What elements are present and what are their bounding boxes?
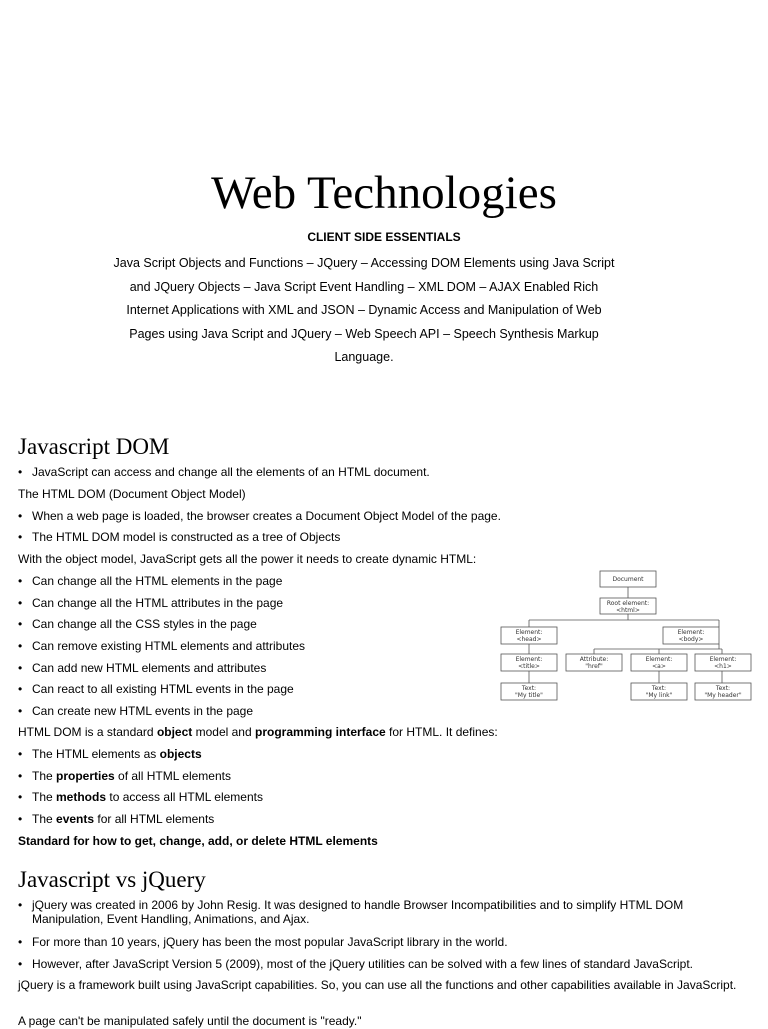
node-label: Root element: — [606, 600, 650, 607]
topics-line: Internet Applications with XML and JSON – Dynamic Access and Manipulation of Web — [126, 303, 602, 317]
text-run: The — [32, 812, 57, 826]
node-label: <html> — [616, 607, 640, 614]
node-text-title — [501, 683, 557, 700]
node-label: Attribute: — [579, 656, 609, 663]
node-label: <title> — [518, 663, 540, 670]
node-label: <h1> — [714, 663, 732, 670]
list-item: • Can change all the CSS styles in the page — [18, 617, 257, 632]
list-item: • The HTML DOM model is constructed as a tree of Objects — [18, 530, 340, 545]
subtitle: CLIENT SIDE ESSENTIALS — [307, 230, 461, 244]
node-label: Text: — [521, 685, 537, 692]
list-item — [18, 747, 202, 762]
node-document — [600, 571, 656, 587]
list-item: • However, after JavaScript Version 5 (2009), most of the jQuery utilities can be solved with a few lines of standard JavaScript. — [18, 957, 737, 971]
list-item — [18, 812, 214, 827]
topics-line: Pages using Java Script and JQuery – Web Speech API – Speech Synthesis Markup — [129, 326, 599, 341]
section-heading-jquery: Javascript vs jQuery — [18, 867, 206, 892]
bold-text: properties — [56, 769, 115, 783]
bold-text: object — [156, 725, 193, 739]
paragraph: A page can't be manipulated safely until the document is "ready." — [18, 1014, 362, 1028]
text-run: to access all HTML elements — [106, 790, 263, 804]
node-title — [501, 654, 557, 671]
text-run: HTML DOM is a standard — [18, 725, 157, 739]
node-label: "href" — [585, 663, 603, 670]
bold-text: programming interface — [255, 725, 386, 739]
text-run: of all HTML elements — [114, 769, 231, 783]
topics-line: and JQuery Objects – Java Script Event Handling – XML DOM – AJAX Enabled Rich — [129, 279, 599, 294]
node-label: Document — [612, 576, 644, 583]
list-item: • For more than 10 years, jQuery has been the most popular JavaScript library in the world. — [18, 935, 508, 950]
node-label: Element: — [515, 629, 543, 636]
list-item: • Can change all the HTML elements in the page — [18, 574, 282, 589]
standard-statement: Standard for how to get, change, add, or delete HTML elements — [18, 834, 378, 848]
text-run: model and — [192, 725, 255, 739]
text-run: The — [32, 790, 57, 804]
node-text-link — [631, 683, 687, 700]
node-label: Text: — [651, 685, 667, 692]
bold-text: objects — [159, 747, 202, 761]
list-item: • Can change all the HTML attributes in the page — [18, 596, 283, 611]
list-item: • Can remove existing HTML elements and attributes — [18, 639, 305, 654]
list-item — [18, 790, 263, 805]
node-label: Element: — [709, 656, 737, 663]
list-item: • JavaScript can access and change all the elements of an HTML document. — [18, 465, 430, 480]
list-item: • When a web page is loaded, the browser creates a Document Object Model of the page. — [18, 509, 501, 524]
text-run: for HTML. It defines: — [385, 725, 498, 739]
node-label: "My title" — [515, 692, 543, 699]
dom-tree-diagram — [498, 568, 754, 704]
node-label: <head> — [516, 636, 542, 643]
bold-text: events — [56, 812, 95, 826]
list-item: • Can react to all existing HTML events in the page — [18, 682, 294, 697]
node-label: <body> — [678, 636, 704, 643]
list-item: • jQuery was created in 2006 by John Resig. It was designed to handle Browser Incompatibilities and to simplify HTML DOM Manipulation, Event Handling, Animations, and Ajax. — [18, 898, 737, 926]
node-root-element — [600, 598, 656, 614]
node-label: Text: — [715, 685, 731, 692]
section-heading-dom: Javascript DOM — [18, 434, 170, 459]
topics-list — [104, 252, 624, 370]
list-item: • Can create new HTML events in the page — [18, 704, 253, 719]
text-run: The HTML elements as — [32, 747, 160, 761]
node-text-header — [695, 683, 751, 700]
paragraph: With the object model, JavaScript gets all the power it needs to create dynamic HTML: — [18, 552, 477, 566]
paragraph: jQuery is a framework built using JavaScript capabilities. So, you can use all the functions and other capabilities available in JavaScript. — [18, 978, 737, 992]
text-run: The — [32, 769, 57, 783]
node-label: Element: — [677, 629, 705, 636]
text-run: for all HTML elements — [94, 812, 215, 826]
node-a — [631, 654, 687, 671]
definition-paragraph — [18, 725, 498, 740]
list-item — [18, 769, 231, 784]
list-item: • Can add new HTML elements and attributes — [18, 661, 266, 676]
node-label: Element: — [515, 656, 543, 663]
node-label: "My link" — [645, 692, 673, 699]
topics-line: Language. — [334, 350, 394, 364]
node-label: "My header" — [704, 692, 742, 699]
node-head — [501, 627, 557, 644]
node-body — [663, 627, 719, 644]
node-attribute — [566, 654, 622, 671]
paragraph: The HTML DOM (Document Object Model) — [18, 487, 246, 501]
node-label: <a> — [652, 663, 666, 670]
node-h1 — [695, 654, 751, 671]
node-label: Element: — [645, 656, 673, 663]
page-title: Web Technologies — [211, 167, 557, 219]
bold-text: methods — [56, 790, 107, 804]
topics-line: Java Script Objects and Functions – JQuery – Accessing DOM Elements using Java Script — [113, 256, 615, 270]
